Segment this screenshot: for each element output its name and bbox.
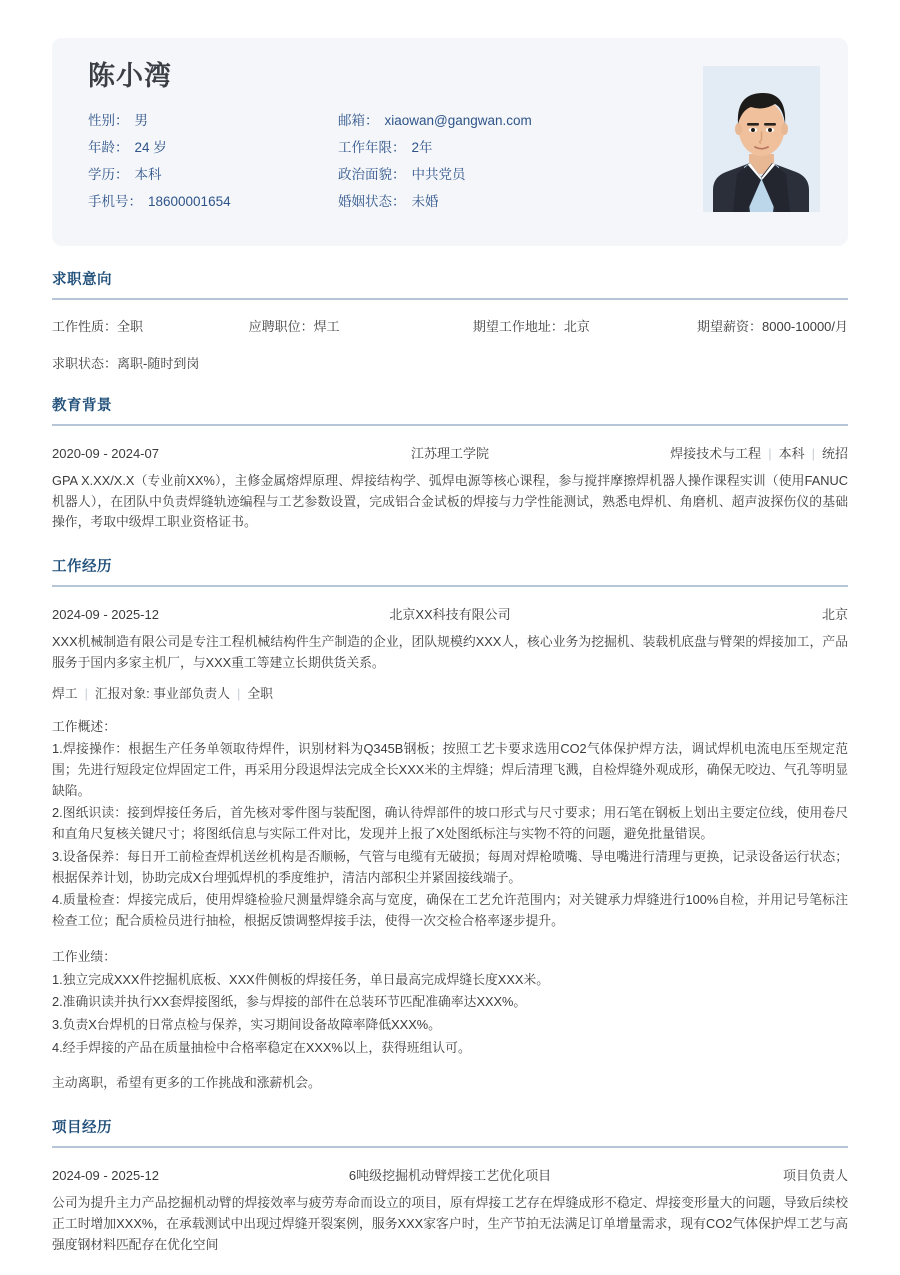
job-intention-field-nature xyxy=(52,316,249,335)
profile-field-education-label: 学历： xyxy=(88,167,129,183)
profile-header-card xyxy=(52,38,848,246)
profile-field-political-value: 中共党员 xyxy=(411,167,466,183)
section-title-education: 教育背景 xyxy=(52,398,112,414)
profile-field-phone xyxy=(88,194,338,211)
job-intention-field-position-value: 焊工 xyxy=(313,319,340,334)
job-intention-field-status-label: 求职状态： xyxy=(52,356,118,371)
meta-separator: | xyxy=(768,446,772,461)
avatar xyxy=(703,66,820,212)
project-entry-header xyxy=(52,1165,848,1184)
profile-field-email xyxy=(338,113,688,130)
education-school-name: 江苏理工学院 xyxy=(410,446,489,461)
profile-field-experience-value: 2年 xyxy=(411,140,433,156)
work-company-name: 北京XX科技有限公司 xyxy=(389,607,511,623)
project-date-range: 2024-09 - 2025-12 xyxy=(52,1168,159,1184)
job-intention-field-position xyxy=(249,316,473,335)
profile-field-education xyxy=(88,167,338,184)
work-achievement-item: 2.准确识读并执行XX套焊接图纸，参与焊接的部件在总装环节匹配准确率达XXX%。 xyxy=(52,994,527,1010)
work-leave-reason: 主动离职，希望有更多的工作挑战和涨薪机会。 xyxy=(52,1075,321,1091)
profile-field-political xyxy=(338,167,688,184)
job-intention-field-location xyxy=(473,316,697,335)
section-education xyxy=(52,394,848,533)
job-intention-field-location-value: 北京 xyxy=(563,319,590,334)
profile-field-experience-label: 工作年限： xyxy=(338,140,406,156)
job-intention-field-status-value: 离职-随时到岗 xyxy=(117,356,200,371)
profile-field-phone-label: 手机号： xyxy=(88,194,142,210)
work-entry-header xyxy=(52,604,848,623)
profile-field-education-value: 本科 xyxy=(134,167,162,183)
work-position-meta xyxy=(52,683,848,702)
section-divider xyxy=(52,424,848,426)
profile-field-gender xyxy=(88,113,338,130)
work-overview-item: 3.设备保养：每日开工前检查焊机送丝机构是否顺畅，气管与电缆有无破损；每周对焊枪喷嘴、导电嘴进行清理与更换，记录设备运行状态；根据保养计划，协助完成X台埋弧焊机的季度维护，清洁内部积尘并紧固接线端子。 xyxy=(52,848,848,885)
section-divider xyxy=(52,585,848,587)
profile-field-age-value: 24 岁 xyxy=(134,140,167,156)
education-degree: 本科 xyxy=(778,446,805,461)
education-major: 焊接技术与工程 xyxy=(670,446,762,461)
job-intention-row-1 xyxy=(52,316,848,335)
job-intention-field-salary xyxy=(697,316,848,335)
education-date-range: 2020-09 - 2024-07 xyxy=(52,446,159,461)
profile-field-email-label: 邮箱： xyxy=(338,113,379,129)
work-overview-item: 2.图纸识读：接到焊接任务后，首先核对零件图与装配图，确认待焊部件的坡口形式与尺寸要求；用石笔在钢板上划出主要定位线，使用卷尺和直角尺复核关键尺寸；将图纸信息与实际工件对比，发现并上报了X处图纸标注与实物不符的问题，避免批量错误。 xyxy=(52,805,848,842)
work-report-to: 汇报对象: 事业部负责人 xyxy=(94,685,231,701)
profile-field-marital-label: 婚姻状态： xyxy=(338,194,406,210)
work-location: 北京 xyxy=(821,607,848,623)
work-overview-item: 1.焊接操作：根据生产任务单领取待焊件，识别材料为Q345B钢板；按照工艺卡要求选用CO2气体保护焊方法，调试焊机电流电压至规定范围；先进行短段定位焊固定工件，再采用分段退焊法完成全长XXX米的主焊缝；焊后清理飞溅，自检焊缝外观成形，确保无咬边、气孔等明显缺陷。 xyxy=(52,741,848,798)
work-date-range: 2024-09 - 2025-12 xyxy=(52,607,159,623)
profile-field-political-label: 政治面貌： xyxy=(338,167,406,183)
candidate-name: 陈小湾 xyxy=(88,61,172,91)
project-name: 6吨级挖掘机动臂焊接工艺优化项目 xyxy=(348,1168,552,1184)
profile-info-grid xyxy=(88,113,688,211)
section-title-job-intention: 求职意向 xyxy=(52,272,112,288)
job-intention-field-nature-value: 全职 xyxy=(117,319,144,334)
profile-field-phone-value: 18600001654 xyxy=(148,194,231,210)
meta-separator: | xyxy=(84,685,88,701)
section-job-intention xyxy=(52,268,848,372)
section-title-work-experience: 工作经历 xyxy=(52,559,112,576)
project-description: 公司为提升主力产品挖掘机动臂的焊接效率与疲劳寿命而设立的项目，原有焊接工艺存在焊缝成形不稳定、焊接变形量大的问题，导致后续校正工时增加XXX%，在承载测试中出现过焊缝开裂案例，服务XXX家客户时，生产节拍无法满足订单增量需求，现有CO2气体保护焊工艺与高强度钢材料匹配存在优化空间 xyxy=(52,1195,848,1252)
job-intention-field-location-label: 期望工作地址： xyxy=(472,319,564,334)
profile-field-gender-value: 男 xyxy=(134,113,148,129)
job-intention-field-salary-value: 8000-10000/月 xyxy=(762,319,849,334)
profile-field-email-value: xiaowan@gangwan.com xyxy=(384,113,532,129)
profile-field-age xyxy=(88,140,338,157)
job-intention-row-2 xyxy=(52,353,848,372)
section-title-project-experience: 项目经历 xyxy=(52,1120,112,1137)
section-project-experience xyxy=(52,1116,848,1255)
section-divider xyxy=(52,1146,848,1148)
job-intention-field-position-label: 应聘职位： xyxy=(248,319,314,334)
profile-field-experience xyxy=(338,140,688,157)
education-entry-header xyxy=(52,443,848,462)
work-company-intro: XXX机械制造有限公司是专注工程机械结构件生产制造的企业，团队规模约XXX人，核心业务为挖掘机、装载机底盘与臂架的焊接加工，产品服务于国内多家主机厂，与XXX重工等建立长期供货关系。 xyxy=(52,634,848,670)
work-achievement-item: 1.独立完成XXX件挖掘机底板、XXX件侧板的焊接任务，单日最高完成焊缝长度XXX米。 xyxy=(52,971,549,987)
portrait-photo-icon xyxy=(703,66,820,212)
profile-field-marital xyxy=(338,194,688,211)
work-achievement-title: 工作业绩： xyxy=(52,948,116,964)
section-work-experience xyxy=(52,555,848,1094)
profile-field-gender-label: 性别： xyxy=(88,113,129,129)
project-role: 项目负责人 xyxy=(782,1168,848,1184)
section-divider xyxy=(52,298,848,300)
work-overview-item: 4.质量检查：焊接完成后，使用焊缝检验尺测量焊缝余高与宽度，确保在工艺允许范围内；对关键承力焊缝进行100%自检，并用记号笔标注检查工位；配合质检员进行抽检，根据反馈调整焊接手法，使得一次交检合格率逐步提升。 xyxy=(52,892,848,929)
profile-field-age-label: 年龄： xyxy=(88,140,129,156)
job-intention-field-nature-label: 工作性质： xyxy=(52,319,118,334)
work-overview-title: 工作概述： xyxy=(52,718,116,734)
job-intention-field-salary-label: 期望薪资： xyxy=(696,319,762,334)
meta-separator: | xyxy=(811,446,815,461)
education-meta xyxy=(558,443,848,462)
profile-field-marital-value: 未婚 xyxy=(411,194,439,210)
meta-separator: | xyxy=(237,685,241,701)
work-achievement-item: 3.负责X台焊机的日常点检与保养，实习期间设备故障率降低XXX%。 xyxy=(52,1016,441,1032)
work-achievement-item: 4.经手焊接的产品在质量抽检中合格率稳定在XXX%以上，获得班组认可。 xyxy=(52,1039,471,1055)
education-admission-type: 统招 xyxy=(821,446,848,461)
work-job-type: 全职 xyxy=(247,685,273,701)
work-position: 焊工 xyxy=(52,685,78,701)
education-description: GPA X.XX/X.X（专业前XX%），主修金属熔焊原理、焊接结构学、弧焊电源等核心课程，参与搅拌摩擦焊机器人操作课程实训（使用FANUC机器人），在团队中负责焊缝轨迹编程与工艺参数设置，完成铝合金试板的焊接与力学性能测试，熟悉电焊机、角磨机、超声波探伤仪的基础操作，考取中级焊工职业资格证书。 xyxy=(52,473,848,530)
